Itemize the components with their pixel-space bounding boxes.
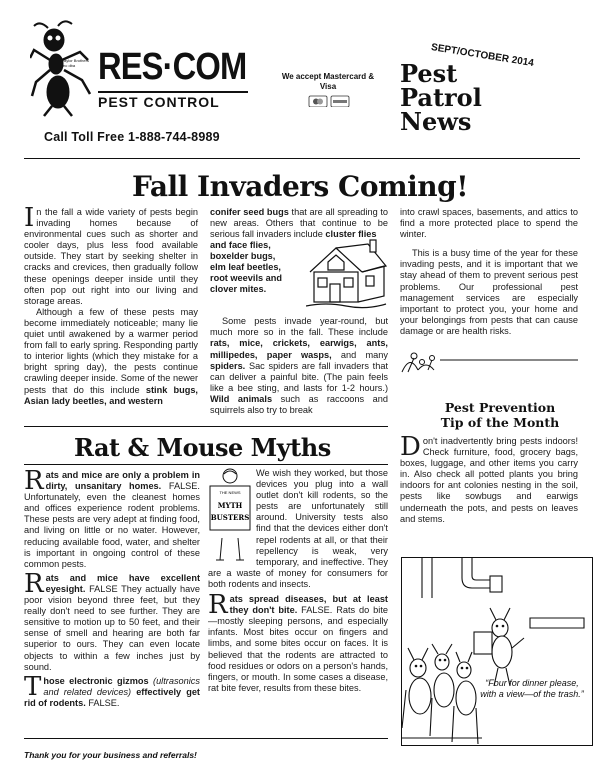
pest-list-item: and face flies, — [210, 240, 271, 251]
fall-paragraph: and many — [331, 349, 388, 360]
brand-small-print: Taylor Brothers Inc dba — [62, 58, 89, 68]
tip-heading-line: Tip of the Month — [440, 415, 560, 430]
myth-explanation: FALSE. Rats do bite—mostly sleeping persons, and especially infants. Most bites occur on fingers and limbs, and some bites occur on faces. It is believed that the rodents are attracted to food residues or odors on a person's hands, fingers, or mouth. In some cases a disease, rat bite fever, results from these bites. — [208, 605, 388, 693]
myth-sign-line: MYTH — [217, 501, 243, 510]
cartoon-illustration — [402, 558, 593, 746]
fall-bold-text: conifer seed bugs — [210, 207, 289, 217]
myth-statement: ats spread diseases, but at least they don't bite. — [229, 594, 388, 616]
brand-subtitle: PEST CONTROL — [98, 91, 248, 108]
myth-explanation: We wish they worked, but those devices you plug into a wall outlet don't kill rodents, so the pests are unfortunately still around. University tests also find that the devices either don't repel rodents at all, or that their repellency is weak, very temporary, and ineffective. They are a waste of money for consumers for both rodents and insects. — [208, 468, 388, 589]
section-divider — [24, 426, 388, 427]
newsletter-title — [400, 59, 482, 136]
fall-bold-text: spiders. — [210, 360, 246, 371]
footer-thanks: Thank you for your business and referrals! — [24, 750, 197, 760]
header-divider — [24, 158, 580, 159]
myth-statement: ats and mice have excellent eyesight. — [45, 572, 200, 594]
rat-headline: Rat & Mouse Myths — [74, 433, 331, 462]
fall-bold-text: stink bugs, Asian lady beetles, and western — [24, 384, 198, 406]
brand-name: RES·COM — [98, 46, 247, 88]
tip-text — [400, 432, 578, 525]
fall-column-1 — [24, 203, 198, 407]
pest-list-item: elm leaf beetles, — [210, 262, 281, 273]
myth-statement: hose electronic gizmos — [43, 675, 149, 686]
newsletter-title-line: News — [400, 107, 472, 136]
section-divider — [24, 738, 388, 739]
payment-note: We accept Mastercard & Visa — [281, 72, 375, 91]
dropcap: R — [24, 568, 44, 599]
fall-paragraph: that are all spreading to new areas. Others that continue to be serious fall invaders include — [210, 207, 389, 240]
dropcap: R — [208, 590, 228, 621]
fall-paragraph: n the fall a wide variety of pests begin invading homes because of environmental cues such as shorter and cooler days, plus less food available outside. They start by seeking shelter in cracks and crevices, then gradually follow these openings deeper inside until they often pop out right into our living and storage areas. — [24, 207, 198, 306]
myth-explanation: FALSE. — [85, 697, 120, 708]
fall-paragraph: such as raccoons and squirrels also try to break — [210, 393, 388, 416]
fall-paragraph: Although a few of these pests may become immediately noticeable; many lie quiet until awakened by a warmer period from fall to early spring. Responding partly to interior lights (which they mistake for a bright spring day), the pests continue crawling deeper inside. Some of the newer pests that do this include — [24, 306, 198, 395]
myth-busters-reader-icon — [208, 468, 252, 564]
fall-bold-text: rats, mice, crickets, earwigs, ants, millipedes, paper wasps, — [210, 338, 388, 360]
fall-bold-text: Wild animals — [210, 393, 273, 404]
tip-heading-line: Pest Prevention — [444, 400, 556, 415]
phone-line: Call Toll Free 1-888-744-8989 — [44, 130, 220, 144]
pest-list-item: boxelder bugs, — [210, 251, 276, 262]
section-divider — [24, 464, 388, 465]
fall-column-3 — [400, 207, 578, 337]
myth-sign-line: THE NEWS — [219, 490, 241, 495]
newsletter-date: SEPT/OCTOBER 2014 — [430, 42, 535, 70]
myth-explanation: FALSE They actually have poor vision beyond three feet, but they really don't need to see further. They are sensitive to motion up to 50 feet, and their sense of smell and hearing are both far superior to ours. They can even locate objects to within a few inches just by sound. — [24, 583, 200, 672]
fall-paragraph: into crawl spaces, basements, and attics to find a more protected place to spend the winter. — [400, 207, 578, 240]
fall-paragraph: This is a busy time of the year for these invading pests, and it is important that we stay ahead of them to prevent serious pest problems. Our professional pest management services are especially important to protect you, your home and your belongings from pests that can cause damage or are health risks. — [400, 248, 578, 336]
rat-column-2 — [208, 468, 388, 694]
newsletter-title-line: Pest — [400, 59, 458, 88]
credit-card-icons — [308, 95, 352, 107]
myth-statement-italic: (ultrasonics and related devices) — [43, 675, 200, 697]
tip-heading — [400, 400, 600, 430]
dropcap: R — [24, 466, 44, 496]
dropcap: T — [24, 671, 42, 702]
ant-logo-icon — [30, 20, 92, 118]
dropcap: D — [400, 432, 421, 462]
fall-paragraph: Some pests invade year-round, but much more so in the fall. These include — [210, 316, 388, 338]
fall-column-2 — [210, 207, 388, 416]
pest-list-item: clover mites. — [210, 284, 267, 295]
cartoon-frame — [401, 557, 593, 746]
myth-explanation: FALSE. Unfortunately, even the cleanest homes and offices experience rodent problems. These pests are very adept at finding food, and living on little or no water. However, reducing available food, water, and shelter is important in ongoing control of these common pests. — [24, 481, 200, 569]
myth-sign-line: BUSTERS — [210, 513, 250, 522]
house-illustration — [306, 238, 388, 310]
cartoon-caption: “Four for dinner please, with a view—of the trash.” — [480, 678, 584, 699]
myth-statement: effectively get rid of rodents. — [24, 686, 200, 708]
dropcap: I — [24, 203, 35, 233]
rat-column-1 — [24, 466, 200, 709]
fall-headline: Fall Invaders Coming! — [132, 170, 468, 203]
tip-paragraph: on't inadvertently bring pests indoors! Check furniture, food, grocery bags, boxes, luggage, and other items you carry in. Also check all potted plants you bring indoors for ant colonies nesting in the soil, pests like sowbugs and earwigs underneath the pots, and pests on leaves and stems. — [400, 436, 578, 524]
pest-list-item: root weevils and — [210, 273, 282, 284]
myth-statement: ats and mice are only a problem in dirty, unsanitary homes. — [45, 470, 200, 492]
fall-paragraph: Sac spiders are fall invaders that can deliver a painful bite. (The pain feels like a bee sting, and lasts for 1-2 hours.) — [210, 360, 388, 393]
flowers-divider-icon — [400, 348, 580, 376]
newsletter-title-line: Patrol — [400, 83, 482, 112]
pest-list-item: cluster flies — [325, 229, 377, 240]
